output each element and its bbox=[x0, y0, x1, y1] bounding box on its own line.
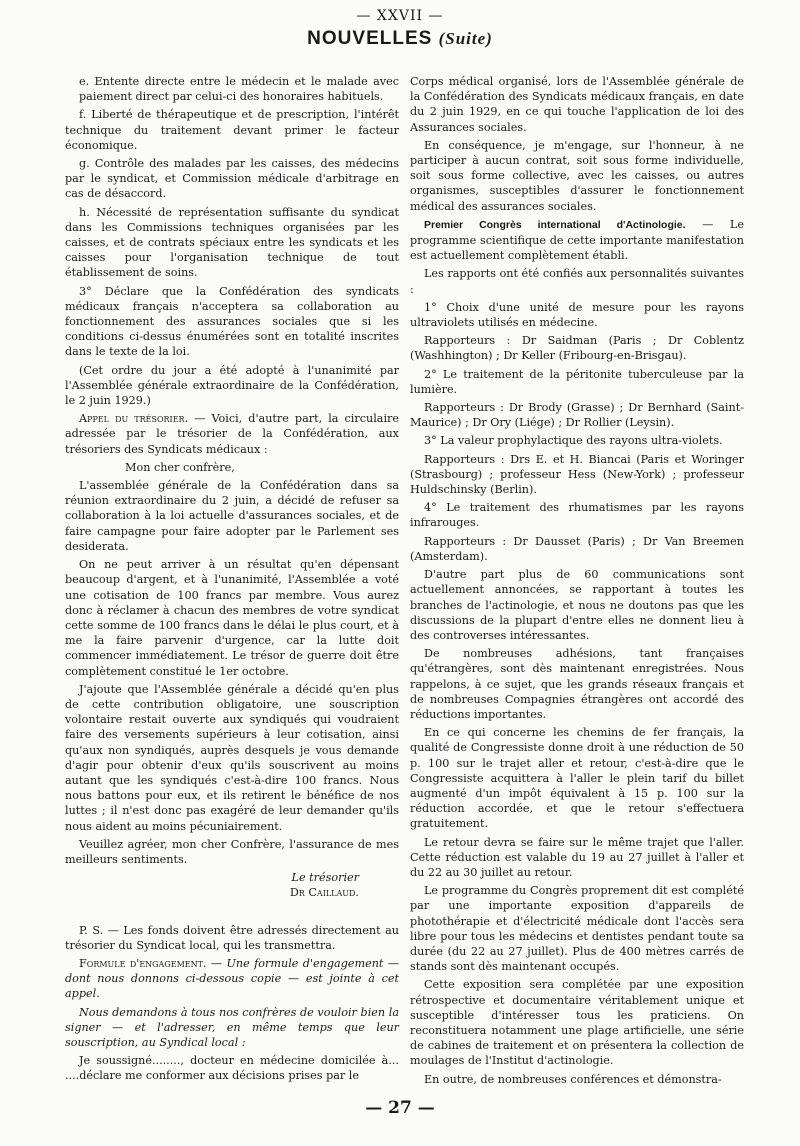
page-roman-numeral: — XXVII — bbox=[356, 8, 444, 24]
item-e: e. Entente directe entre le médecin et le malade avec paiement direct par celui-ci des honoraires habituels. bbox=[79, 75, 399, 104]
congres-text: — Le programme scientifique de cette importante manifestation est actuellement complètement établi. bbox=[410, 217, 744, 263]
exposition-paragraph: Cette exposition sera complétée par une exposition rétrospective et documentaire véritablement unique et susceptible d'intéresser tous les praticiens. On reconstituera notamment une plage artificielle, une série de cabines de traitement et on présentera la collection de moulages de l'Institut d'actinologie. bbox=[410, 978, 744, 1068]
formule-label: Formule d'engagement. bbox=[79, 956, 207, 970]
item-g: g. Contrôle des malades par les caisses, des médecins par le syndicat, et Commission médicale d'arbitrage en cas de désaccord. bbox=[65, 157, 399, 201]
item-3: 3° Déclare que la Confédération des syndicats médicaux français n'acceptera sa collaboration au fonctionnement des assurances sociales que si les conditions ci-dessus énumérées sont en totalité inscrites dans le texte de la loi. bbox=[65, 284, 399, 359]
topic-3: 3° La valeur prophylactique des rayons ultra-violets. bbox=[424, 434, 723, 448]
outre-paragraph: En outre, de nombreuses conférences et démonstra- bbox=[424, 1072, 722, 1086]
consequence-paragraph: En conséquence, je m'engage, sur l'honneur, à ne participer à aucun contrat, soit sous forme individuelle, soit sous forme collective, avec les caisses, ou autres organismes, susceptibles d'assurer le fonctionnement médical des assurances sociales. bbox=[410, 138, 744, 213]
appel-paragraph bbox=[65, 411, 399, 457]
nous-paragraph: Nous demandons à tous nos confrères de vouloir bien la signer — et l'adresser, en même temps que leur souscription, au Syndical local : bbox=[65, 1005, 399, 1049]
appel-text: — Voici, d'autre part, la circulaire adressée par le trésorier de la Confédération, aux trésoriers des Syndicats médicaux : bbox=[65, 412, 400, 456]
topic-2: 2° Le traitement de la péritonite tuberculeuse par la lumière. bbox=[410, 367, 744, 396]
signature-role: Le trésorier bbox=[291, 871, 359, 885]
assemblee-paragraph: L'assemblée générale de la Confédération dans sa réunion extraordinaire du 2 juin, a décidé de refuser sa collaboration à la loi actuelle d'assurances sociales, et de faire campagne pour faire adopter par le Parlement ses desiderata. bbox=[65, 479, 399, 553]
formule-paragraph bbox=[65, 956, 399, 1002]
adhesions-paragraph: De nombreuses adhésions, tant françaises qu'étrangères, sont dès maintenant enregistrées. Nous rappelons, à ce sujet, que les grands réseaux français et de nombreuses Compagnies étrangères ont accordé des réductions importantes. bbox=[410, 647, 744, 721]
topic-4: 4° Le traitement des rhumatismes par les rayons infrarouges. bbox=[410, 501, 744, 530]
rapporteurs-2: Rapporteurs : Dr Brody (Grasse) ; Dr Bernhard (Saint-Maurice) ; Dr Ory (Liége) ; Dr Rollier (Leysin). bbox=[410, 401, 744, 430]
ps-paragraph: P. S. — Les fonds doivent être adressés directement au trésorier du Syndicat local, qui les transmettra. bbox=[65, 923, 399, 952]
retour-paragraph: Le retour devra se faire sur le même trajet que l'aller. Cette réduction est valable du 19 au 27 juillet à l'aller et du 22 au 30 juillet au retour. bbox=[410, 835, 744, 879]
appel-label: Appel du trésorier. bbox=[79, 412, 189, 426]
rapports-paragraph: Les rapports ont été confiés aux personnalités suivantes : bbox=[410, 267, 745, 296]
title-suffix: (Suite) bbox=[438, 29, 493, 48]
ordre-du-jour: (Cet ordre du jour a été adopté à l'unanimité par l'Assemblée générale extraordinaire de la Confédération, le 2 juin 1929.) bbox=[65, 363, 399, 408]
title-text: NOUVELLES bbox=[307, 28, 433, 49]
left-column bbox=[65, 74, 399, 1087]
page-header bbox=[0, 8, 800, 50]
congres-label: Premier Congrès international d'Actinologie. bbox=[424, 218, 686, 231]
rapporteurs-4: Rapporteurs : Dr Dausset (Paris) ; Dr Van Breemen (Amsterdam). bbox=[410, 534, 744, 563]
autre-paragraph: D'autre part plus de 60 communications sont actuellement annoncées, se rapportant à toutes les branches de l'actinologie, et nous ne doutons pas que les discussions de la plupart d'entre elles ne donnent lieu à des controverses intéressantes. bbox=[410, 568, 744, 642]
salutation: Mon cher confrère, bbox=[125, 460, 235, 474]
topic-1: 1° Choix d'une unité de mesure pour les rayons ultraviolets utilisés en médecine. bbox=[410, 300, 744, 330]
corps-paragraph: Corps médical organisé, lors de l'Assemblée générale de la Confédération des Syndicats médicaux français, en date du 2 juin 1929, en ce qui touche l'application de loi des Assurances sociales. bbox=[410, 75, 744, 134]
signature-name: Dr Caillaud. bbox=[289, 886, 359, 900]
congres-paragraph bbox=[410, 217, 744, 264]
item-h: h. Nécessité de représentation suffisante du syndicat dans les Commissions techniques organisées par les caisses, et de contrats spéciaux entre les syndicats et les caisses pour l'organisation technique de tout établissement de soins. bbox=[65, 205, 399, 280]
rapporteurs-3: Rapporteurs : Drs E. et H. Biancai (Paris et Woringer (Strasbourg) ; professeur Hess (New-York) ; professeur Huldschinsky (Berlin). bbox=[410, 452, 744, 497]
chemins-paragraph: En ce qui concerne les chemins de fer français, la qualité de Congressiste donne droit à une réduction de 50 p. 100 sur le trajet aller et retour, c'est-à-dire que le Congressiste acquittera à l'aller le plein tarif du billet augmenté d'un impôt équivalent à 15 p. 100 sur la réduction accordée, et que le retour s'effectuera gratuitement. bbox=[410, 726, 744, 831]
rapporteurs-1: Rapporteurs : Dr Saidman (Paris ; Dr Coblentz (Washhington) ; Dr Keller (Fribourg-en-Brisgau). bbox=[410, 334, 744, 363]
formule-text: — Une formule d'engagement — dont nous donnons ci-dessous copie — est jointe à cet appel. bbox=[65, 956, 399, 1001]
resultat-paragraph: On ne peut arriver à un résultat qu'en dépensant beaucoup d'argent, et à l'unanimité, l'Assemblée a voté une cotisation de 100 francs par membre. Vous aurez donc à réclamer à chacun des membres de votre syndicat cette somme de 100 francs dans le délai le plus court, et à me la faire parvenir d'urgence, car la lutte doit commencer immédiatement. Le trésor de guerre doit être complètement constitué le 1er octobre. bbox=[65, 558, 399, 678]
item-f: f. Liberté de thérapeutique et de prescription, l'intérêt technique du traitement devant primer le facteur économique. bbox=[65, 108, 399, 152]
right-column bbox=[410, 74, 744, 1090]
page-number: — 27 — bbox=[365, 1098, 435, 1118]
programme-paragraph: Le programme du Congrès proprement dit est complété par une importante exposition d'appareils de photothérapie et d'électricité médicale dont l'accès sera libre pour tous les médecins et dentistes pendant toute sa durée (du 22 au 27 juillet). Plus de 400 mètres carrés de stands sont dès maintenant occupés. bbox=[410, 884, 744, 974]
je-soussigne-paragraph: Je soussigné........, docteur en médecine domicilée à... ....déclare me conformer aux décisions prises par le bbox=[65, 1054, 399, 1083]
veuillez-paragraph: Veuillez agréer, mon cher Confrère, l'assurance de mes meilleurs sentiments. bbox=[65, 837, 399, 866]
section-title bbox=[0, 28, 800, 50]
ajoute-paragraph: J'ajoute que l'Assemblée générale a décidé qu'en plus de cette contribution obligatoire, une souscription volontaire restait ouverte aux syndiqués qui voudraient faire des versements supérieurs à leur cotisation, ainsi qu'aux non syndiqués, auprès desquels je vous demande d'agir pour obtenir d'eux qu'ils souscrivent au moins autant que les syndiqués c'est-à-dire 100 francs. Nous nous battons pour eux, et ils retirent le bénéfice de nos luttes ; il n'est donc pas exagéré de leur demander qu'ils nous aident au moins pécuniairement. bbox=[65, 682, 399, 833]
